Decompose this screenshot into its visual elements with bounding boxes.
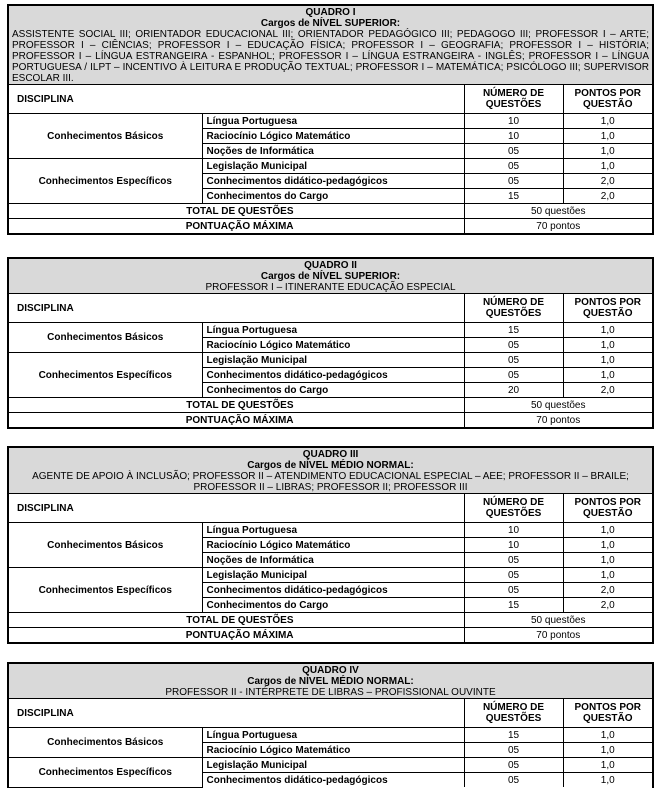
disciplina-cell: Raciocínio Lógico Matemático: [202, 129, 464, 144]
questoes-cell: 05: [464, 368, 563, 383]
disciplina-header: DISCIPLINA: [9, 494, 464, 523]
quadro-header: [9, 259, 652, 294]
pontos-cell: 1,0: [563, 159, 652, 174]
quadro-cargos: ASSISTENTE SOCIAL III; ORIENTADOR EDUCACIONAL III; ORIENTADOR PEDAGÓGICO III; PEDAGOGO III; PROFESSOR I – ARTE; PROFESSOR I – CIÊNCIAS; PROFESSOR I – EDUCAÇÃO FÍSICA; PROFESSOR I – GEOGRAFIA; PROFESSOR I – HISTÓRIA; PROFESSOR I – LÍNGUA ESTRANGEIRA - ESPANHOL; PROFESSOR I – LÍNGUA ESTRANGEIRA - INGLÊS; PROFESSOR I – LÍNGUA PORTUGUESA / ILPT – INCENTIVO À LEITURA E PRODUÇÃO TEXTUAL; PROFESSOR I – MATEMÁTICA; PSICÓLOGO III; SUPERVISOR ESCOLAR III.: [12, 29, 649, 84]
group-label-basicos: Conhecimentos Básicos: [9, 728, 202, 758]
quadro-cargos: PROFESSOR I – ITINERANTE EDUCAÇÃO ESPECIAL: [205, 282, 456, 293]
quadro-title: QUADRO III: [302, 449, 359, 460]
disciplina-cell: Conhecimentos didático-pedagógicos: [202, 773, 464, 788]
quadro-1: [7, 4, 654, 235]
table-header-row: [9, 85, 652, 114]
questoes-cell: 05: [464, 159, 563, 174]
quadro-2: [7, 257, 654, 429]
numero-questoes-header: NÚMERO DE QUESTÕES: [464, 85, 563, 114]
disciplina-header: DISCIPLINA: [9, 294, 464, 323]
disciplina-cell: Conhecimentos do Cargo: [202, 189, 464, 204]
questoes-cell: 15: [464, 189, 563, 204]
pontos-cell: 1,0: [563, 129, 652, 144]
questoes-cell: 05: [464, 773, 563, 788]
questoes-cell: 05: [464, 144, 563, 159]
pontos-cell: 1,0: [563, 758, 652, 773]
quadro-cargos: AGENTE DE APOIO À INCLUSÃO; PROFESSOR II – ATENDIMENTO EDUCACIONAL ESPECIAL – AEE; PROFESSOR II – BRAILE; PROFESSOR II – LIBRAS; PROFESSOR II; PROFESSOR III: [32, 471, 629, 493]
disciplina-cell: Legislação Municipal: [202, 353, 464, 368]
pontos-por-questao-header: PONTOS POR QUESTÃO: [563, 294, 652, 323]
total-questoes-label: TOTAL DE QUESTÕES: [9, 204, 464, 219]
table-row: [9, 114, 652, 129]
group-label-especificos: Conhecimentos Específicos: [9, 159, 202, 204]
total-row: [9, 628, 652, 643]
disciplina-header: DISCIPLINA: [9, 699, 464, 728]
pontuacao-maxima-label: PONTUAÇÃO MÁXIMA: [9, 628, 464, 643]
table-header-row: [9, 494, 652, 523]
quadro-title: QUADRO II: [304, 260, 357, 271]
questoes-cell: 05: [464, 568, 563, 583]
disciplina-cell: Conhecimentos do Cargo: [202, 598, 464, 613]
disciplina-cell: Noções de Informática: [202, 144, 464, 159]
pontuacao-maxima-label: PONTUAÇÃO MÁXIMA: [9, 413, 464, 428]
table-row: [9, 523, 652, 538]
pontos-cell: 1,0: [563, 773, 652, 788]
pontos-por-questao-header: PONTOS POR QUESTÃO: [563, 494, 652, 523]
disciplina-cell: Raciocínio Lógico Matemático: [202, 538, 464, 553]
group-label-especificos: Conhecimentos Específicos: [9, 758, 202, 788]
total-row: [9, 219, 652, 234]
disciplina-cell: Conhecimentos didático-pedagógicos: [202, 174, 464, 189]
total-questoes-label: TOTAL DE QUESTÕES: [9, 398, 464, 413]
pontos-por-questao-header: PONTOS POR QUESTÃO: [563, 85, 652, 114]
questoes-cell: 20: [464, 383, 563, 398]
disciplina-cell: Conhecimentos didático-pedagógicos: [202, 368, 464, 383]
total-questoes-value: 50 questões: [464, 613, 652, 628]
numero-questoes-header: NÚMERO DE QUESTÕES: [464, 699, 563, 728]
pontos-por-questao-header: PONTOS POR QUESTÃO: [563, 699, 652, 728]
disciplina-cell: Raciocínio Lógico Matemático: [202, 338, 464, 353]
total-questoes-value: 50 questões: [464, 398, 652, 413]
pontos-cell: 2,0: [563, 189, 652, 204]
pontos-cell: 1,0: [563, 114, 652, 129]
quadro-header: [9, 448, 652, 494]
questoes-cell: 15: [464, 598, 563, 613]
questoes-cell: 05: [464, 553, 563, 568]
pontos-cell: 1,0: [563, 523, 652, 538]
disciplina-cell: Língua Portuguesa: [202, 323, 464, 338]
pontos-cell: 1,0: [563, 553, 652, 568]
group-label-basicos: Conhecimentos Básicos: [9, 323, 202, 353]
group-label-especificos: Conhecimentos Específicos: [9, 353, 202, 398]
quadro-header: [9, 664, 652, 699]
numero-questoes-header: NÚMERO DE QUESTÕES: [464, 294, 563, 323]
table-row: [9, 758, 652, 773]
quadro-table: [9, 494, 652, 642]
quadro-subtitle: Cargos de NÍVEL SUPERIOR:: [260, 271, 401, 282]
quadro-title: QUADRO IV: [302, 665, 359, 676]
quadro-subtitle: Cargos de NÍVEL MÉDIO NORMAL:: [247, 676, 414, 687]
pontos-cell: 1,0: [563, 728, 652, 743]
pontos-cell: 1,0: [563, 568, 652, 583]
quadro-3: [7, 446, 654, 644]
quadro-4: [7, 662, 654, 788]
disciplina-cell: Noções de Informática: [202, 553, 464, 568]
pontos-cell: 2,0: [563, 174, 652, 189]
disciplina-header: DISCIPLINA: [9, 85, 464, 114]
pontos-cell: 1,0: [563, 338, 652, 353]
pontos-cell: 1,0: [563, 323, 652, 338]
disciplina-cell: Legislação Municipal: [202, 568, 464, 583]
numero-questoes-header: NÚMERO DE QUESTÕES: [464, 494, 563, 523]
questoes-cell: 05: [464, 758, 563, 773]
total-row: [9, 413, 652, 428]
pontos-cell: 2,0: [563, 583, 652, 598]
table-header-row: [9, 294, 652, 323]
group-label-basicos: Conhecimentos Básicos: [9, 523, 202, 568]
questoes-cell: 15: [464, 728, 563, 743]
total-row: [9, 398, 652, 413]
table-row: [9, 353, 652, 368]
disciplina-cell: Língua Portuguesa: [202, 523, 464, 538]
quadro-subtitle: Cargos de NÍVEL SUPERIOR:: [260, 18, 401, 29]
total-questoes-label: TOTAL DE QUESTÕES: [9, 613, 464, 628]
questoes-cell: 05: [464, 353, 563, 368]
pontos-cell: 1,0: [563, 144, 652, 159]
pontuacao-maxima-label: PONTUAÇÃO MÁXIMA: [9, 219, 464, 234]
pontos-cell: 1,0: [563, 353, 652, 368]
table-row: [9, 728, 652, 743]
total-row: [9, 613, 652, 628]
quadro-header: [9, 6, 652, 85]
pontos-cell: 2,0: [563, 598, 652, 613]
quadro-table: [9, 699, 652, 788]
pontos-cell: 1,0: [563, 743, 652, 758]
questoes-cell: 10: [464, 129, 563, 144]
questoes-cell: 05: [464, 743, 563, 758]
questoes-cell: 10: [464, 114, 563, 129]
table-row: [9, 323, 652, 338]
quadro-cargos: PROFESSOR II - INTÉRPRETE DE LIBRAS – PROFISSIONAL OUVINTE: [165, 687, 496, 698]
disciplina-cell: Língua Portuguesa: [202, 728, 464, 743]
pontos-cell: 2,0: [563, 383, 652, 398]
total-questoes-value: 50 questões: [464, 204, 652, 219]
questoes-cell: 05: [464, 174, 563, 189]
total-row: [9, 204, 652, 219]
disciplina-cell: Língua Portuguesa: [202, 114, 464, 129]
questoes-cell: 10: [464, 523, 563, 538]
pontuacao-maxima-value: 70 pontos: [464, 628, 652, 643]
quadro-subtitle: Cargos de NÍVEL MÉDIO NORMAL:: [247, 460, 414, 471]
disciplina-cell: Conhecimentos do Cargo: [202, 383, 464, 398]
questoes-cell: 15: [464, 323, 563, 338]
disciplina-cell: Raciocínio Lógico Matemático: [202, 743, 464, 758]
questoes-cell: 10: [464, 538, 563, 553]
disciplina-cell: Conhecimentos didático-pedagógicos: [202, 583, 464, 598]
table-row: [9, 568, 652, 583]
pontuacao-maxima-value: 70 pontos: [464, 413, 652, 428]
table-row: [9, 159, 652, 174]
group-label-basicos: Conhecimentos Básicos: [9, 114, 202, 159]
pontos-cell: 1,0: [563, 368, 652, 383]
quadro-table: [9, 85, 652, 233]
questoes-cell: 05: [464, 338, 563, 353]
pontuacao-maxima-value: 70 pontos: [464, 219, 652, 234]
group-label-especificos: Conhecimentos Específicos: [9, 568, 202, 613]
quadro-table: [9, 294, 652, 427]
quadro-title: QUADRO I: [305, 7, 356, 18]
questoes-cell: 05: [464, 583, 563, 598]
pontos-cell: 1,0: [563, 538, 652, 553]
table-header-row: [9, 699, 652, 728]
disciplina-cell: Legislação Municipal: [202, 758, 464, 773]
disciplina-cell: Legislação Municipal: [202, 159, 464, 174]
